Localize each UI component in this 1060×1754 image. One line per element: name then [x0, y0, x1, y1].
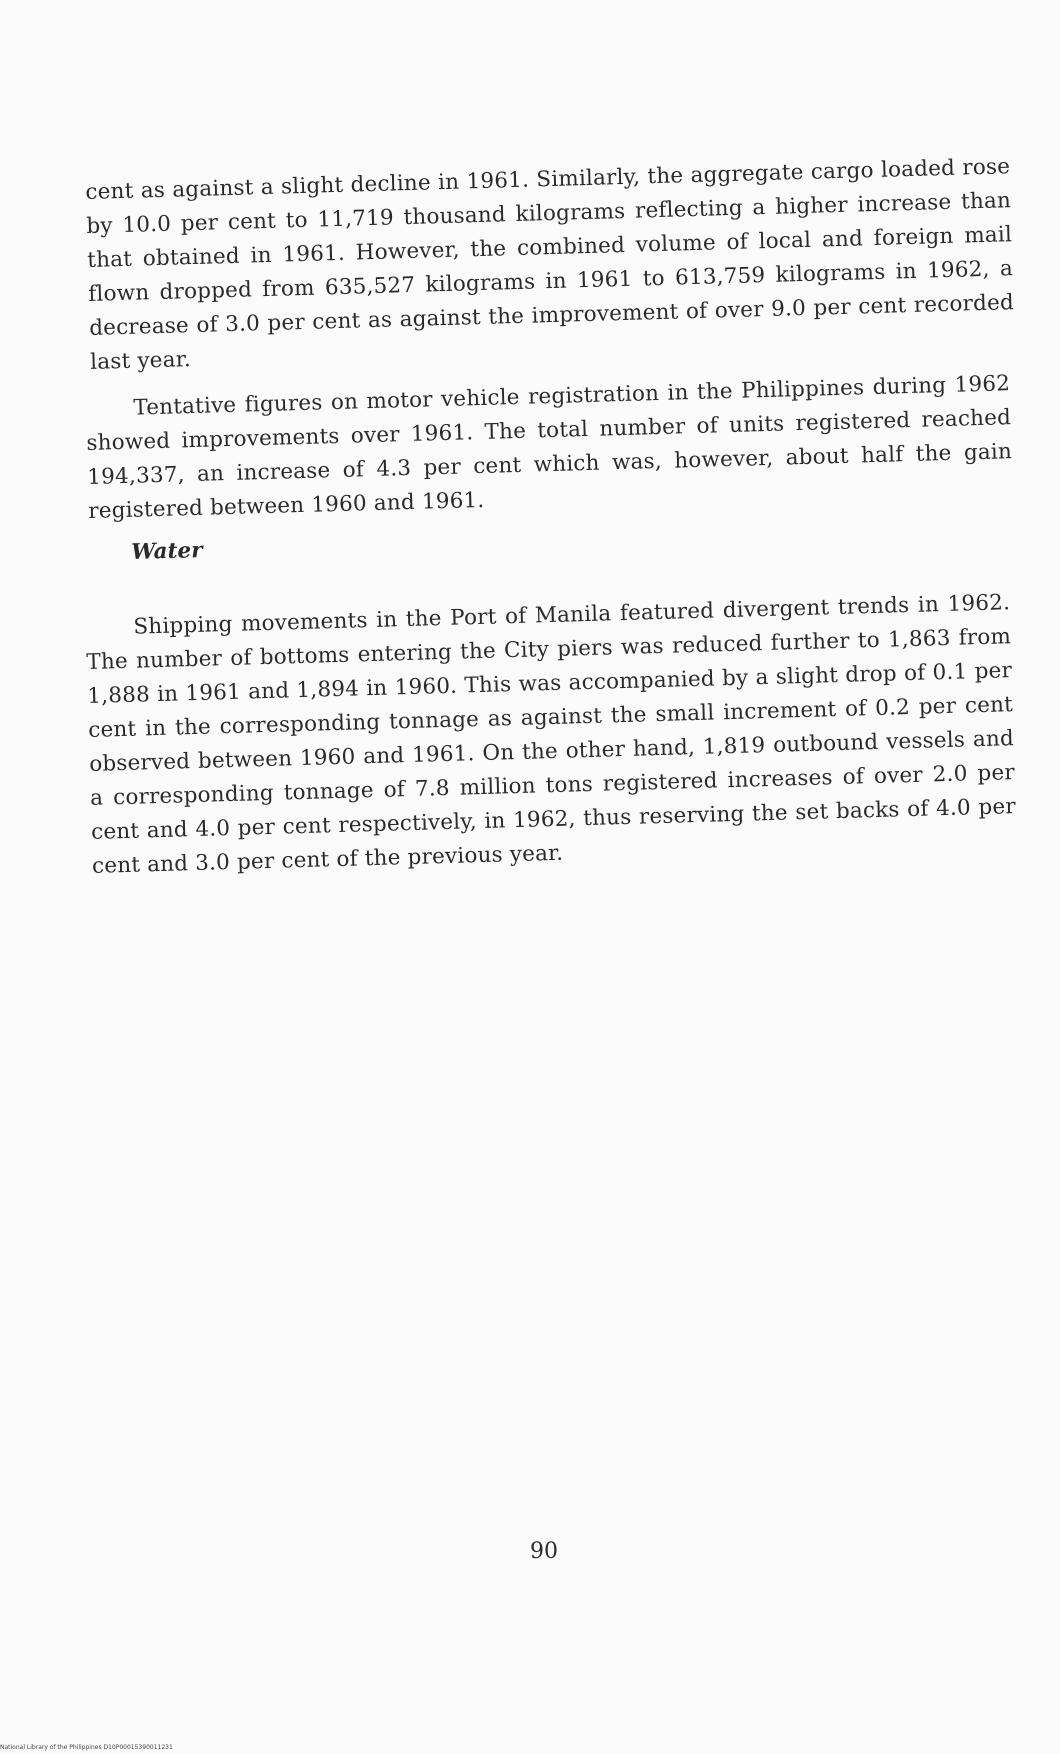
paragraph-text: Tentative figures on motor vehicle registration in the Philippines during 1962 showed improvements over 1961. The total number of units registered reached 194,337, an increase of 4.3 per cent which was, however, about half the gain registered between 1960 and 1961.	[86, 371, 1013, 524]
paragraph-text: cent as against a slight decline in 1961. Similarly, the aggregate cargo loaded rose by 10.0 per cent to 11,719 thousand kilograms reflecting a higher increase than that obtained in 1961. However, the combined volume of local and foreign mail flown dropped from 635,527 kilograms in 1961 to 613,759 kilograms in 1962, a decrease of 3.0 per cent as against the improvement of over 9.0 per cent recorded last year.	[85, 154, 1015, 375]
paragraph-text: Shipping movements in the Port of Manila featured divergent trends in 1962. The number of bottoms entering the City piers was reduced further to 1,863 from 1,888 in 1961 and 1,894 in 1960. This was accompanied by a slight drop of 0.1 per cent in the corresponding tonnage as against the small increment of 0.2 per cent observed between 1960 and 1961. On the other hand, 1,819 outbound vessels and a corresponding tonnage of 7.8 million tons registered increases of over 2.0 per cent and 4.0 per cent respectively, in 1962, thus reserving the set backs of 4.0 per cent and 3.0 per cent of the previous year.	[86, 590, 1017, 879]
paragraph-shipping	[85, 586, 1017, 884]
page-number: 90	[530, 1539, 558, 1564]
footer-credit: National Library of the Philippines D10P00015390011231	[0, 1744, 173, 1751]
paragraph-motor-vehicles	[85, 367, 1013, 529]
section-heading-water: Water	[131, 538, 203, 565]
paragraph-air-cargo	[85, 150, 1015, 380]
